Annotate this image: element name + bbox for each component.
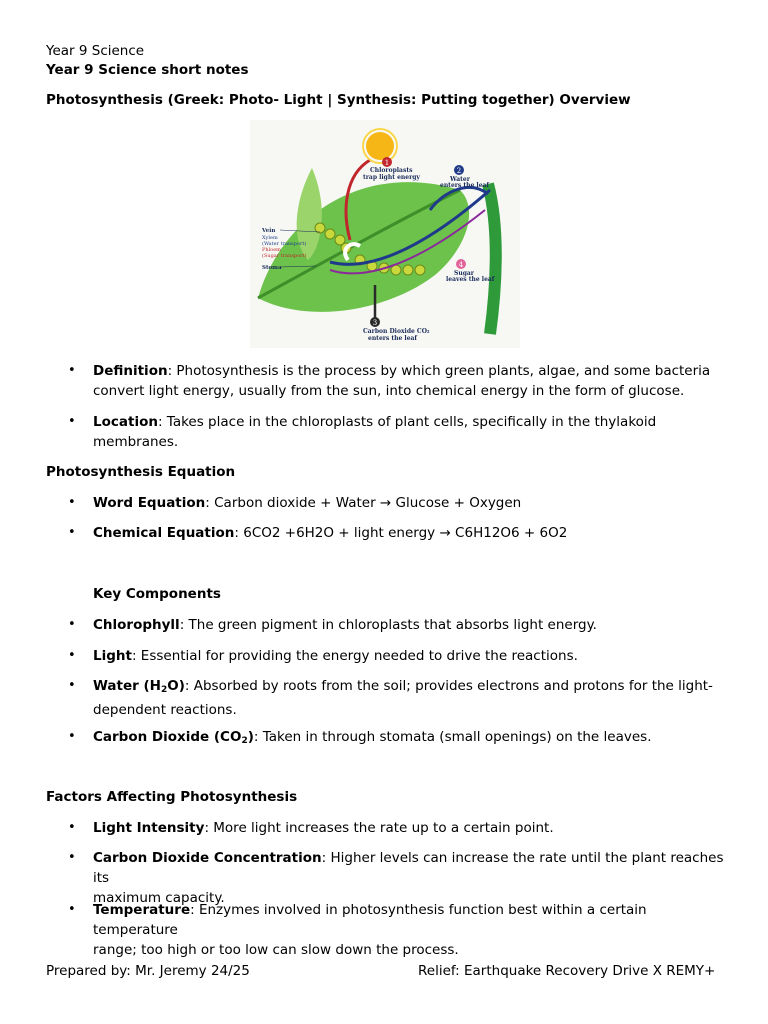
bullet-icon: • [68, 617, 76, 632]
bullet-icon: • [68, 525, 76, 540]
footer-left: Prepared by: Mr. Jeremy 24/25 [46, 963, 250, 979]
light-intensity-item: Light Intensity: More light increases the rate up to a certain point. [93, 820, 554, 836]
temperature-item: Temperature: Enzymes involved in photosynthesis function best within a certain temperature range; too high or too low can slow down the process. [93, 902, 647, 958]
photosynthesis-leaf-diagram [250, 120, 520, 348]
carbon-dioxide-item: Carbon Dioxide $(CO_2)$: Taken in through stomata (small openings) on the leaves. [93, 729, 652, 746]
label-vein: Vein [262, 228, 276, 234]
location-item: Location: Takes place in the chloroplasts of plant cells, specifically in the thylakoid membranes. [93, 414, 657, 450]
chlorophyll-item: Chlorophyll: The green pigment in chloroplasts that absorbs light energy. [93, 617, 597, 633]
footer-right: Relief: Earthquake Recovery Drive X REMY+ [418, 963, 716, 979]
bullet-icon: • [68, 678, 76, 693]
svg-text:4: 4 [458, 261, 464, 269]
svg-text:3: 3 [372, 319, 378, 327]
key-components-heading: Key Components [93, 586, 221, 602]
label-co2: Carbon Dioxide CO₂ [363, 328, 430, 335]
label-co2-enters: enters the leaf [368, 335, 418, 342]
label-chloroplasts: Chloroplasts [370, 167, 413, 174]
co2-concentration-item: Carbon Dioxide Concentration: Higher levels can increase the rate until the plant reaches its maximum capacity. [93, 850, 724, 906]
bullet-icon: • [68, 729, 76, 744]
water-item: Water $(H_2O)$: Absorbed by roots from the soil; provides electrons and protons for the light- dependent reactions. [93, 678, 713, 718]
bullet-icon: • [68, 495, 76, 510]
svg-text:2: 2 [456, 167, 462, 175]
bullet-icon: • [68, 648, 76, 663]
label-sugar: Sugar [454, 270, 474, 277]
label-stoma: Stoma [262, 265, 282, 271]
equation-heading: Photosynthesis Equation [46, 464, 236, 480]
bullet-icon: • [68, 820, 76, 835]
label-water: Water [450, 176, 470, 183]
bullet-icon: • [68, 363, 76, 378]
definition-item: Definition: Photosynthesis is the process by which green plants, algae, and some bacteria convert light energy, usually from the sun, into chemical energy in the form of glucose. [93, 363, 711, 399]
label-trap-light: trap light energy [363, 174, 420, 181]
factors-heading: Factors Affecting Photosynthesis [46, 789, 298, 805]
document-subtitle: Year 9 Science [46, 43, 145, 59]
light-item: Light: Essential for providing the energy needed to drive the reactions. [93, 648, 578, 664]
bullet-icon: • [68, 902, 76, 917]
word-equation-item: Word Equation: Carbon dioxide + Water → Glucose + Oxygen [93, 495, 522, 511]
label-enters-leaf: enters the leaf [440, 182, 490, 189]
label-phloem: Phloem [262, 247, 281, 253]
overview-heading: Photosynthesis (Greek: Photo- Light | Synthesis: Putting together) Overview [46, 92, 631, 108]
bullet-icon: • [68, 850, 76, 865]
label-leaves-leaf: leaves the leaf [446, 276, 495, 283]
chemical-equation-item: Chemical Equation: 6CO2 +6H2O + light energy → C6H12O6 + 6O2 [93, 525, 568, 541]
sun-icon [366, 132, 394, 160]
label-phloem-note: (Sugar transport) [262, 253, 307, 259]
bullet-icon: • [68, 414, 76, 429]
label-xylem-note: (Water transport) [262, 241, 307, 247]
svg-text:1: 1 [384, 159, 390, 167]
label-xylem: Xylem [262, 235, 278, 241]
document-title: Year 9 Science short notes [46, 62, 249, 78]
